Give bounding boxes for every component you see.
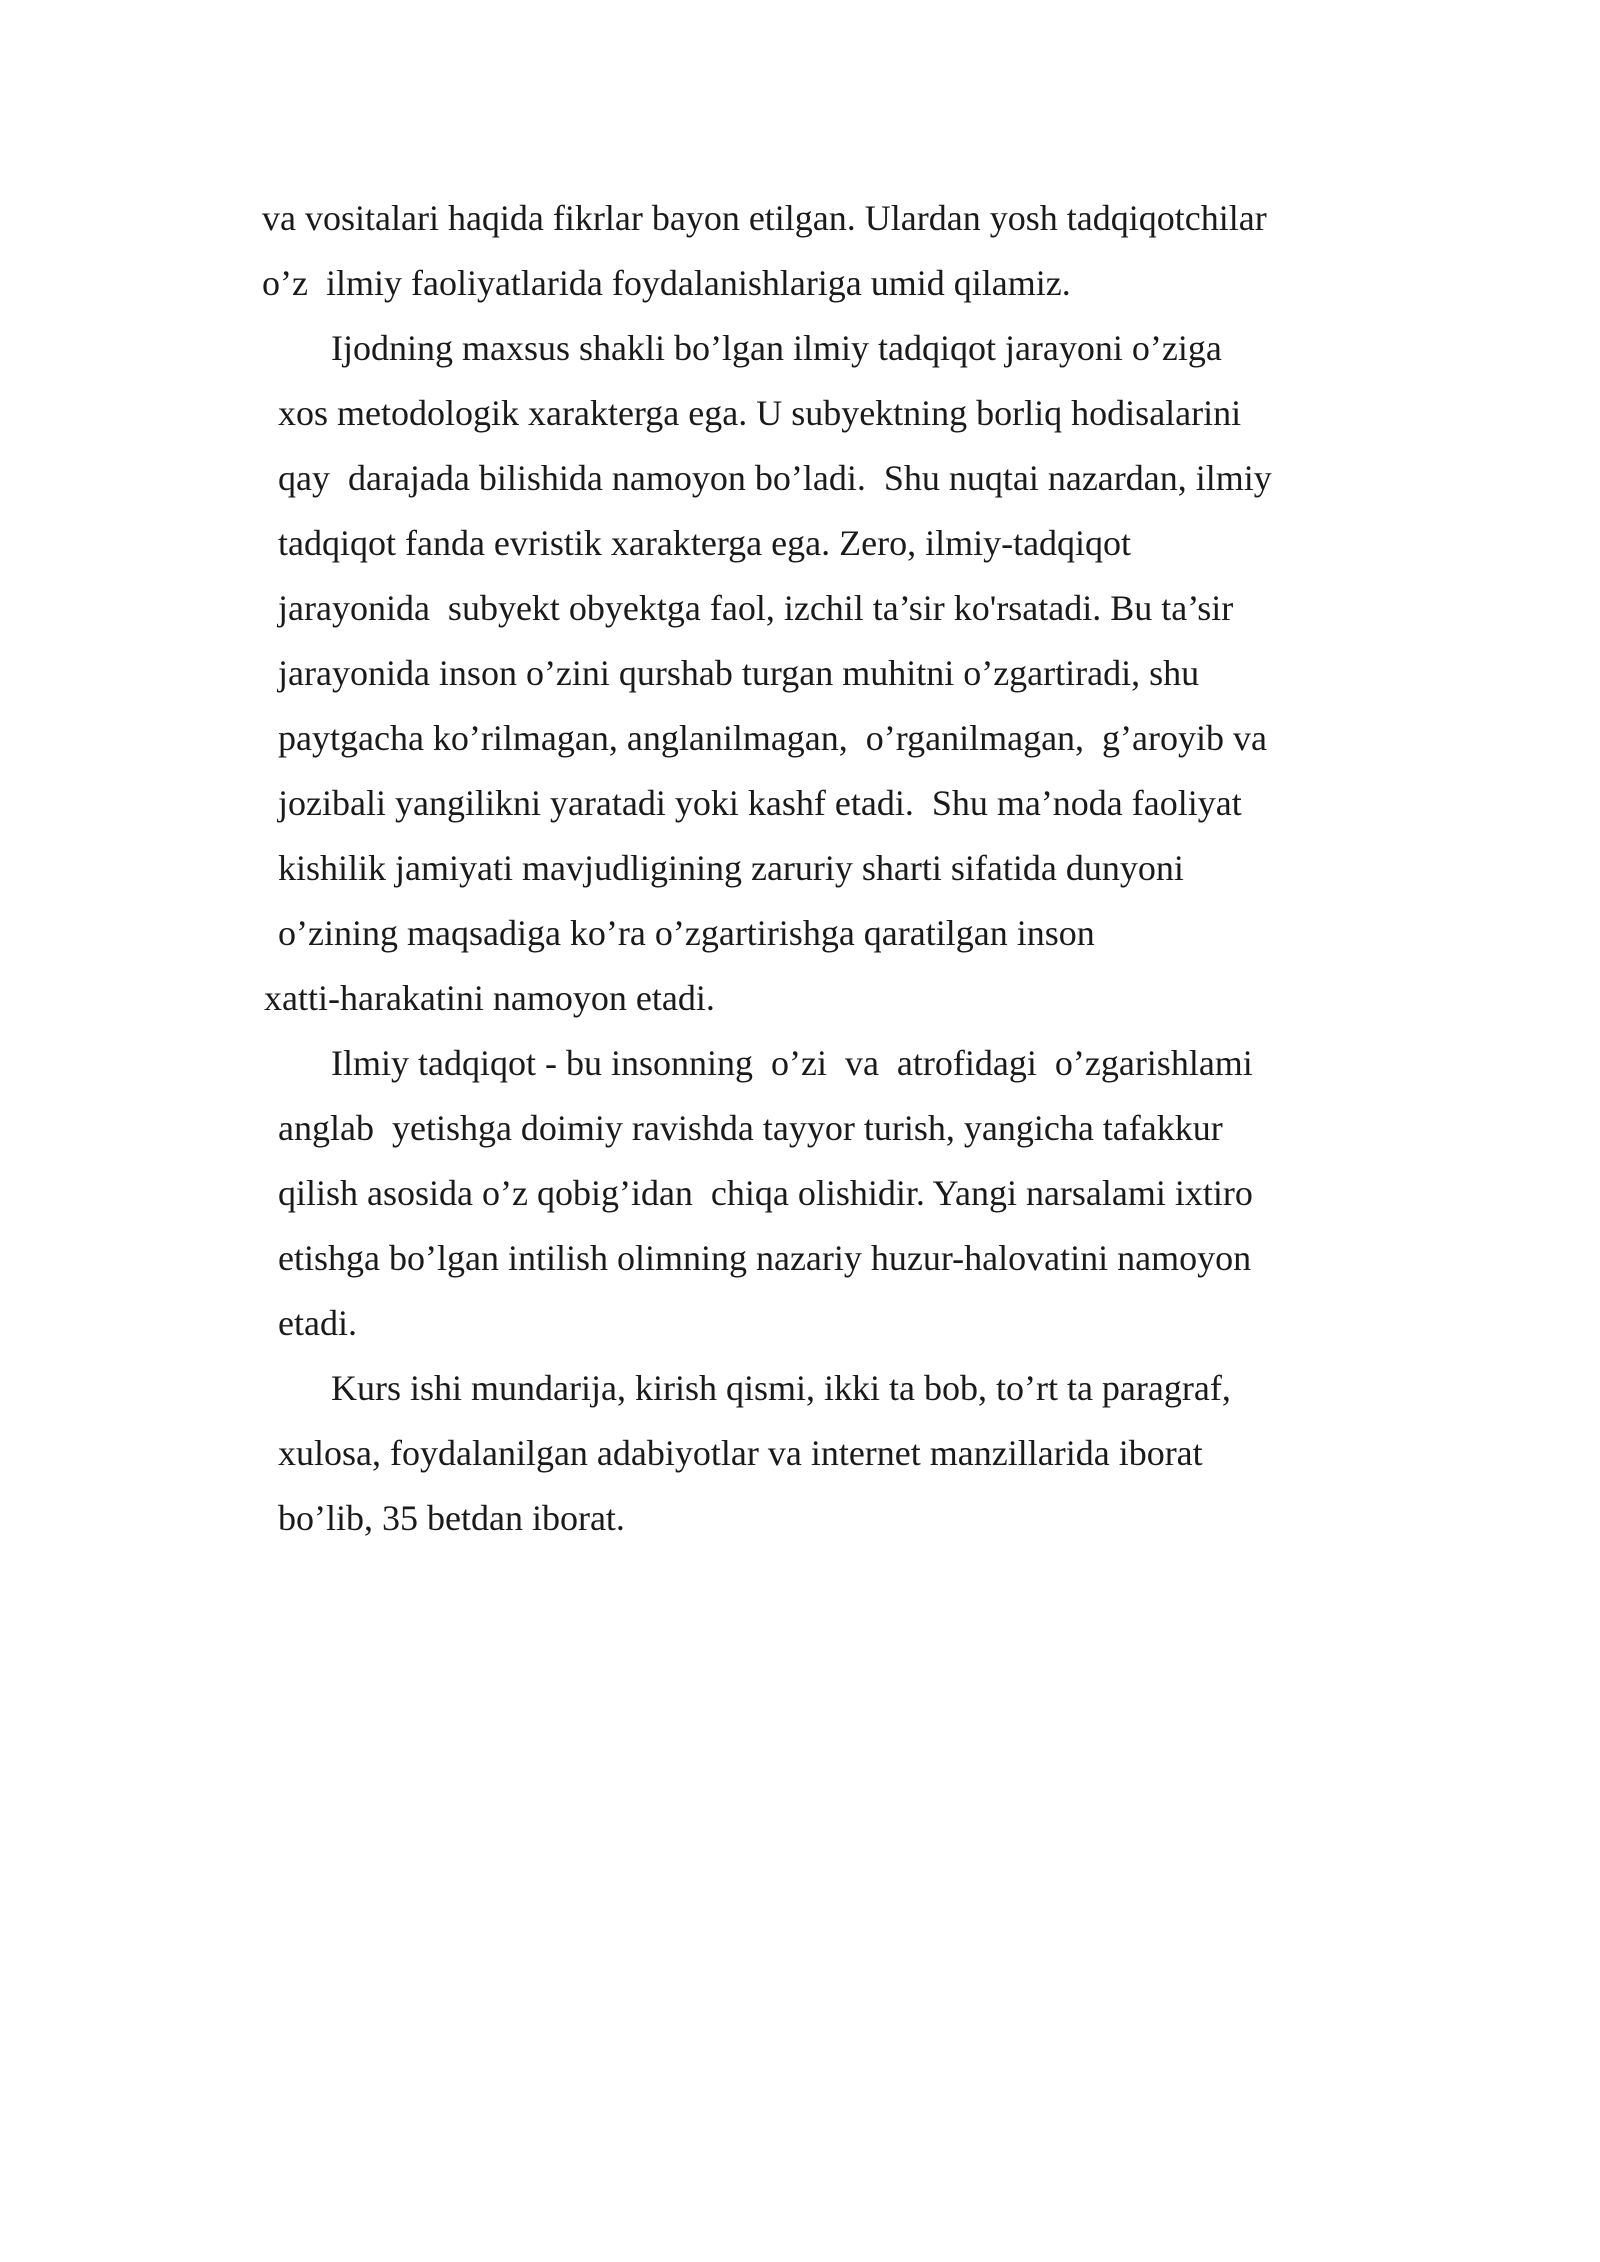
- text-line: jarayonida inson o’zini qurshab turgan muhitni o’zgartiradi, shu: [278, 653, 1200, 693]
- text-line: jozibali yangilikni yaratadi yoki kashf etadi. Shu ma’noda faoliyat: [278, 783, 1242, 823]
- text-line: Ilmiy tadqiqot - bu insonning o’zi va atrofidagi o’zgarishlami: [331, 1043, 1253, 1083]
- text-line: o’zining maqsadiga ko’ra o’zgartirishga qaratilgan inson: [278, 913, 1095, 953]
- text-line: anglab yetishga doimiy ravishda tayyor turish, yangicha tafakkur: [278, 1108, 1223, 1148]
- text-line: tadqiqot fanda evristik xarakterga ega. Zero, ilmiy-tadqiqot: [278, 523, 1132, 563]
- text-line: Kurs ishi mundarija, kirish qismi, ikki ta bob, to’rt ta paragraf,: [331, 1368, 1231, 1408]
- text-line: xos metodologik xarakterga ega. U subyektning borliq hodisalarini: [278, 393, 1242, 433]
- text-line: bo’lib, 35 betdan iborat.: [278, 1498, 625, 1538]
- text-line: etishga bo’lgan intilish olimning nazariy huzur-halovatini namoyon: [278, 1238, 1252, 1278]
- text-line: qilish asosida o’z qobig’idan chiqa olishidir. Yangi narsalami ixtiro: [278, 1173, 1253, 1213]
- text-line: xulosa, foydalanilgan adabiyotlar va internet manzillarida iborat: [278, 1433, 1203, 1473]
- text-line: etadi.: [278, 1303, 357, 1343]
- text-line: xatti-harakatini namoyon etadi.: [264, 978, 715, 1018]
- text-line: kishilik jamiyati mavjudligining zaruriy sharti sifatida dunyoni: [278, 848, 1184, 888]
- text-line: jarayonida subyekt obyektga faol, izchil ta’sir ko'rsatadi. Bu ta’sir: [278, 588, 1234, 628]
- text-line: o’z ilmiy faoliyatlarida foydalanishlariga umid qilamiz.: [262, 263, 1071, 303]
- text-line: Ijodning maxsus shakli bo’lgan ilmiy tadqiqot jarayoni o’ziga: [331, 328, 1222, 368]
- text-line: paytgacha ko’rilmagan, anglanilmagan, o’rganilmagan, g’aroyib va: [278, 718, 1267, 758]
- text-line: va vositalari haqida fikrlar bayon etilgan. Ulardan yosh tadqiqotchilar: [262, 198, 1267, 238]
- text-line: qay darajada bilishida namoyon bo’ladi. Shu nuqtai nazardan, ilmiy: [278, 458, 1272, 498]
